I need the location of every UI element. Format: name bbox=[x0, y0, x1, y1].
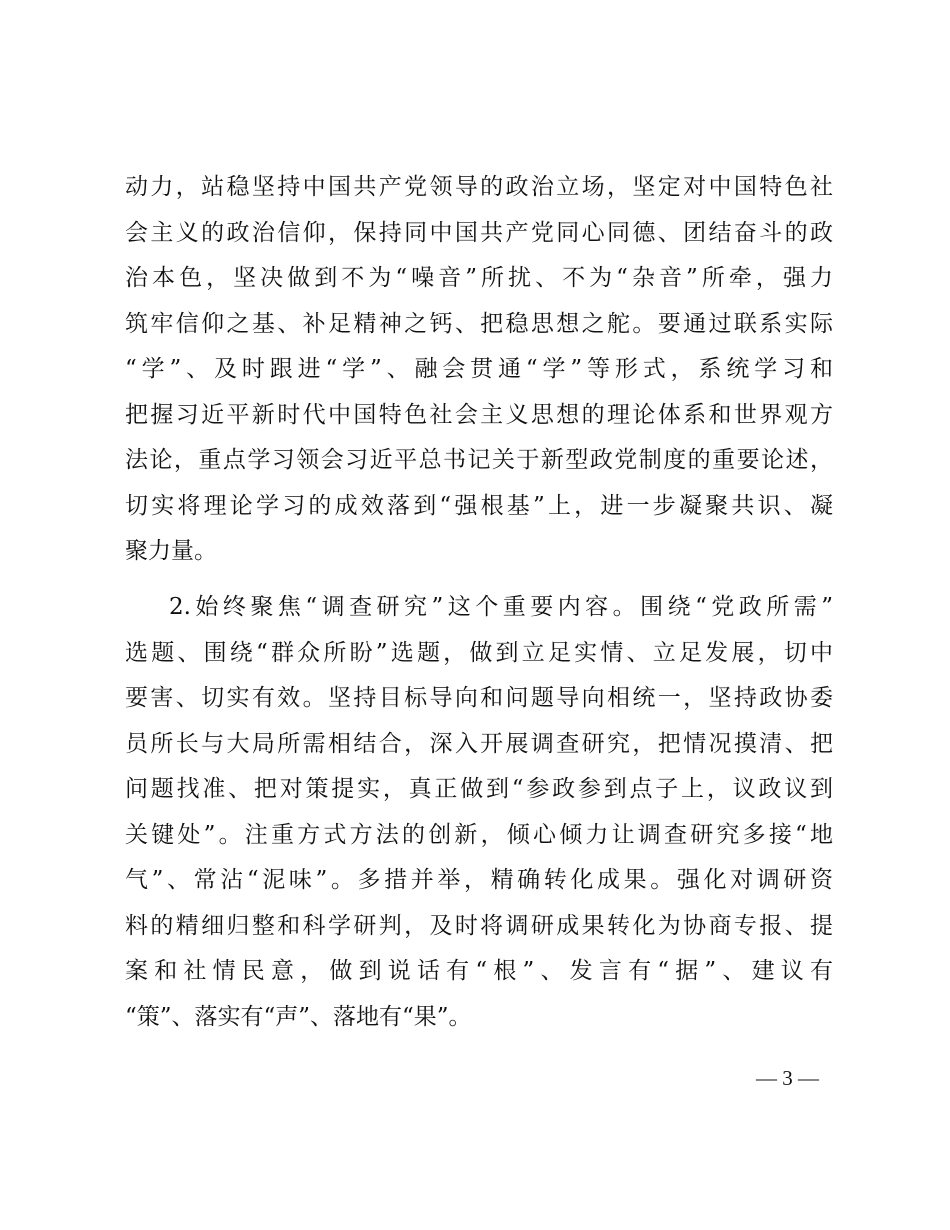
text-line: 问题找准、把对策提实，真正做到“参政参到点子上，议政议到 bbox=[125, 776, 833, 802]
text-line: 法论，重点学习领会习近平总书记关于新型政党制度的重要论述， bbox=[125, 447, 833, 473]
text-line: 案和社情民意，做到说话有“根”、发言有“据”、建议有 bbox=[125, 958, 833, 984]
page-number: — 3 — bbox=[756, 1066, 819, 1090]
text-line: 会主义的政治信仰，保持同中国共产党同心同德、团结奋斗的政 bbox=[125, 219, 833, 246]
text-line: 动力，站稳坚持中国共产党领导的政治立场，坚定对中国特色社 bbox=[125, 174, 833, 200]
text-line: 治本色，坚决做到不为“噪音”所扰、不为“杂音”所牵，强力 bbox=[125, 265, 833, 291]
text-line: “策”、落实有“声”、落地有“果”。 bbox=[125, 1003, 472, 1030]
text-line: 聚力量。 bbox=[125, 538, 217, 564]
text-line: 关键处”。注重方式方法的创新，倾心倾力让调查研究多接“地 bbox=[125, 821, 833, 848]
text-line: 2.始终聚焦“调查研究”这个重要内容。围绕“党政所需” bbox=[169, 594, 833, 620]
text-line: 选题、围绕“群众所盼”选题，做到立足实情、立足发展，切中 bbox=[125, 639, 833, 666]
text-line: 要害、切实有效。坚持目标导向和问题导向相统一，坚持政协委 bbox=[125, 685, 833, 711]
text-line: “学”、及时跟进“学”、融会贯通“学”等形式，系统学习和 bbox=[125, 356, 833, 382]
text-line: 料的精细归整和科学研判，及时将调研成果转化为协商专报、提 bbox=[125, 912, 833, 939]
text-line: 气”、常沾“泥味”。多措并举，精确转化成果。强化对调研资 bbox=[125, 867, 833, 893]
text-line: 切实将理论学习的成效落到“强根基”上，进一步凝聚共识、凝 bbox=[125, 492, 833, 519]
text-line: 员所长与大局所需相结合，深入开展调查研究，把情况摸清、把 bbox=[125, 730, 833, 757]
paragraph-2 bbox=[125, 585, 833, 1040]
text-line: 把握习近平新时代中国特色社会主义思想的理论体系和世界观方 bbox=[125, 401, 833, 428]
paragraph-1 bbox=[125, 165, 833, 575]
text-line: 筑牢信仰之基、补足精神之钙、把稳思想之舵。要通过联系实际 bbox=[125, 310, 833, 337]
